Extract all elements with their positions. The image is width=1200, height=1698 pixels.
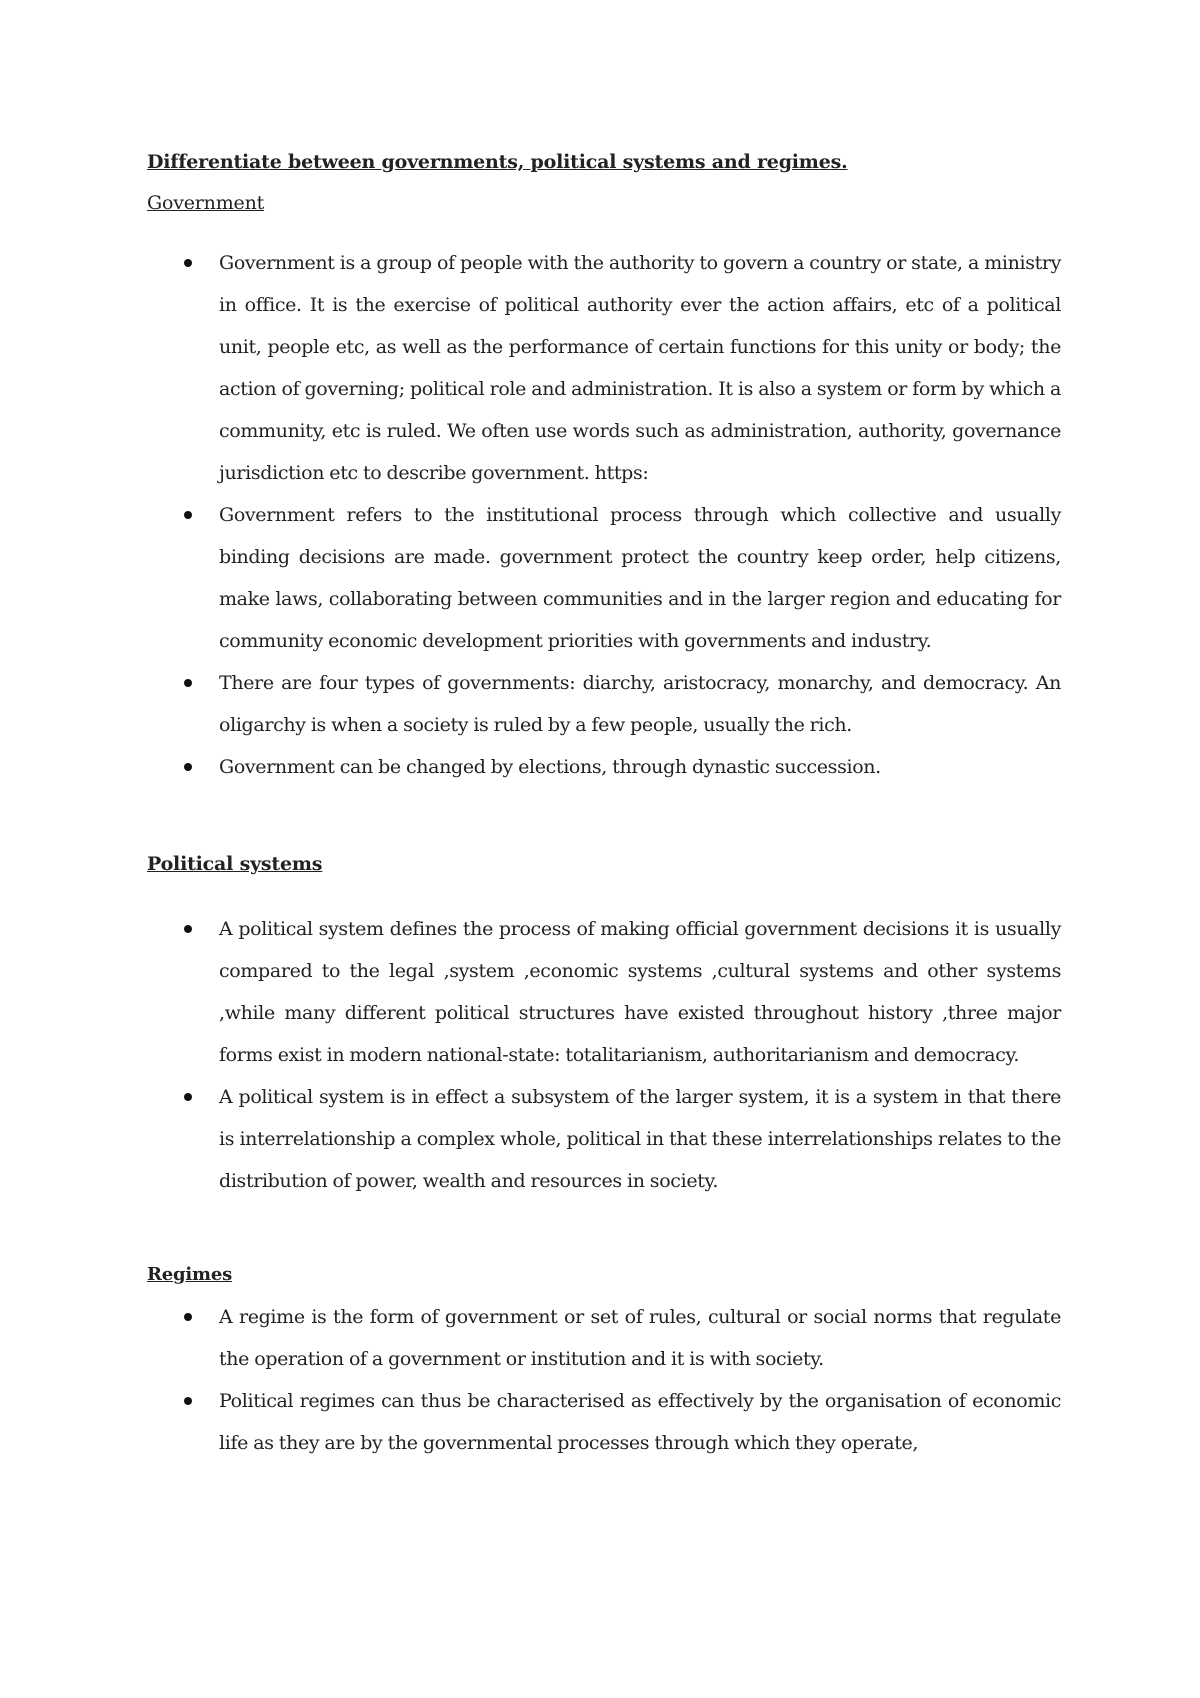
list-item-text: Government can be changed by elections, through dynastic succession. — [219, 756, 881, 778]
document-body — [147, 148, 1061, 1464]
list-item-text: A regime is the form of government or set of rules, cultural or social norms that regulate the operation of a government or institution and it is with society. — [219, 1306, 1061, 1370]
bullet-list-regimes — [147, 1296, 1061, 1464]
section-political-systems — [147, 850, 1061, 1202]
list-item-text: There are four types of governments: diarchy, aristocracy, monarchy, and democracy. An oligarchy is when a society is ruled by a few people, usually the rich. — [219, 672, 1061, 736]
section-regimes — [147, 1261, 1061, 1464]
list-item-text: Government is a group of people with the authority to govern a country or state, a ministry in office. It is the exercise of political authority ever the action affairs, etc of a political unit, people etc, as well as the performance of certain functions for this unity or body; the action of governing; political role and administration. It is also a system or form by which a community, etc is ruled. We often use words such as administration, authority, governance jurisdiction etc to describe government. https: — [219, 252, 1061, 484]
bullet-list-political-systems — [147, 908, 1061, 1202]
section-heading-political-systems: Political systems — [147, 853, 323, 875]
bullet-icon — [184, 925, 192, 933]
list-item-text: A political system is in effect a subsystem of the larger system, it is a system in that there is interrelationship a complex whole, political in that these interrelationships relates to the distribution of power, wealth and resources in society. — [219, 1086, 1061, 1192]
bullet-icon — [184, 763, 192, 771]
list-item — [147, 1380, 1061, 1464]
list-item — [147, 1076, 1061, 1202]
section-heading-regimes: Regimes — [147, 1264, 233, 1285]
bullet-icon — [184, 1093, 192, 1101]
list-item-text: Government refers to the institutional process through which collective and usually binding decisions are made. government protect the country keep order, help citizens, make laws, collaborating between communities and in the larger region and educating for community economic development priorities with governments and industry. — [219, 504, 1061, 652]
section-heading-government: Government — [147, 192, 265, 214]
list-item-text: A political system defines the process of making official government decisions it is usually compared to the legal ,system ,economic systems ,cultural systems and other systems ,while many different political structures have existed throughout history ,three major forms exist in modern national-state: totalitarianism, authoritarianism and democracy. — [219, 918, 1061, 1066]
bullet-list-government — [147, 242, 1061, 788]
list-item — [147, 662, 1061, 746]
list-item — [147, 908, 1061, 1076]
bullet-icon — [184, 679, 192, 687]
section-government — [147, 189, 1061, 788]
bullet-icon — [184, 1397, 192, 1405]
bullet-icon — [184, 259, 192, 267]
list-item — [147, 494, 1061, 662]
list-item-text: Political regimes can thus be characterised as effectively by the organisation of economic life as they are by the governmental processes through which they operate, — [219, 1390, 1061, 1454]
list-item — [147, 242, 1061, 494]
document-title: Differentiate between governments, political systems and regimes. — [147, 151, 848, 173]
bullet-icon — [184, 1313, 192, 1321]
bullet-icon — [184, 511, 192, 519]
list-item — [147, 1296, 1061, 1380]
list-item — [147, 746, 1061, 788]
